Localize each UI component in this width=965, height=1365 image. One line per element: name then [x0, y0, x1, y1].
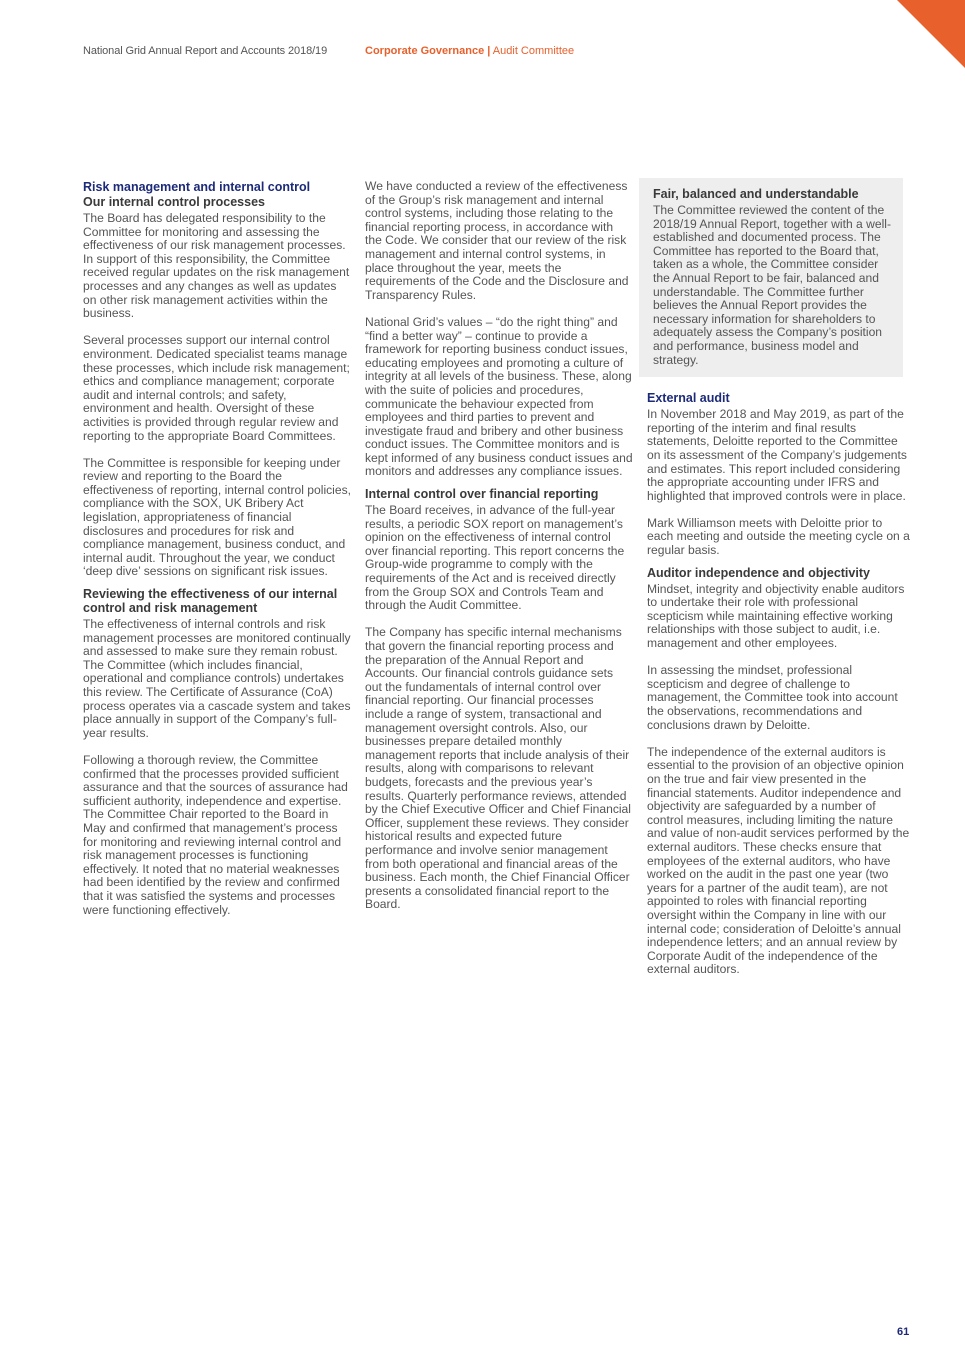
heading-risk-management: Risk management and internal control [83, 180, 311, 194]
paragraph: Mark Williamson meets with Deloitte prior to each meeting and outside the meeting cycle on a regular basis. [647, 515, 910, 558]
subsection-name: Audit Committee [492, 45, 575, 57]
section-name: Corporate Governance [365, 45, 485, 57]
column-1 [83, 180, 351, 931]
heading-icfr: Internal control over financial reporting [365, 487, 599, 502]
paragraph: National Grid’s values – “do the right thing” and “find a better way” – continue to provide a framework for reporting business conduct issues, educating employees and promoting a culture of integrity at all levels of the business. These, along with the suite of policies and procedures, communicate the behaviour expected from employees and third parties to prevent and investigate fraud and bribery and other business conduct issues. The Committee monitors and is kept informed of any business conduct issues and monitors and addresses any compliance issues. [365, 314, 633, 479]
heading-external-audit: External audit [647, 391, 730, 406]
paragraph: The effectiveness of internal controls and risk management processes are monitored continually and assessed to make sure they remain robust. The Committee (which includes financial, operational and compliance controls) undertakes this review. The Certificate of Assurance (CoA) process operates via a cascade system and takes place annually in support of the Company’s full-year results. [83, 617, 351, 740]
heading-reviewing-effectiveness: Reviewing the effectiveness of our internal control and risk management [83, 587, 338, 616]
heading-auditor-independence: Auditor independence and objectivity [647, 565, 870, 580]
paragraph: The Board has delegated responsibility to the Committee for monitoring and assessing the effectiveness of our risk management processes. In support of this responsibility, the Committee received regular updates on the risk management processes and any changes as well as updates on other risk management activities within the business. [83, 211, 350, 321]
publication-title: National Grid Annual Report and Accounts 2018/19 [83, 45, 328, 57]
paragraph: We have conducted a review of the effectiveness of the Group’s risk management and internal control systems, including those relating to the financial reporting process, in accordance with the Code. We consider that our review of the risk management and internal control systems, in place throughout the year, meets the requirements of the Code and the Disclosure and Transparency Rules. [365, 179, 629, 302]
section-breadcrumb [365, 45, 574, 57]
page-number: 61 [897, 1326, 910, 1338]
paragraph: The independence of the external auditors is essential to the provision of an objective opinion on the true and fair view presented in the financial statements. Auditor independence and objectivity are safeguarded by a number of control measures, including limiting the nature and value of non-audit services performed by the external auditors. These checks ensure that employees of the external auditors, who have worked on the audit in the past one year (two years for a partner of the audit team), are not appointed to roles with financial reporting oversight within the Company in line with our internal code; consideration of Deloitte’s annual independence letters; and an annual review by Corporate Audit of the independence of the external auditors. [647, 744, 910, 977]
column-3 [647, 180, 910, 990]
heading-fair-balanced: Fair, balanced and understandable [653, 187, 859, 201]
paragraph: The Board receives, in advance of the full-year results, a periodic SOX report on management’s opinion on the effectiveness of internal control over financial reporting. This report concerns the Group-wide programme to comply with the requirements of the Act and is received directly from the Group SOX and Controls Team and through the Audit Committee. [365, 503, 625, 613]
subheading-internal-control-processes: Our internal control processes [83, 195, 265, 209]
paragraph: Following a thorough review, the Committee confirmed that the processes provided sufficient assurance and that the sources of assurance had sufficient authority, independence and expertise. The Committee Chair reported to the Board in May and confirmed that management’s process for monitoring and reviewing internal control and risk management processes is functioning effectively. It noted that no material weaknesses had been identified by the review and confirmed that it was satisfied the systems and processes were functioning effectively. [83, 752, 348, 917]
box-paragraph: The Committee reviewed the content of the 2018/19 Annual Report, together with a well-established and documented process. The Committee has reported to the Board that, taken as a whole, the Committee consider the Annual Report to be fair, balanced and understandable. The Committee further believes the Annual Report provides the necessary information for shareholders to adequately assess the Company’s position and performance, business model and strategy. [653, 203, 891, 367]
paragraph: In assessing the mindset, professional scepticism and degree of challenge to management, the Committee took into account the observations, recommendations and conclusions drawn by Deloitte. [647, 663, 898, 732]
paragraph: The Committee is responsible for keeping under review and reporting to the Board the effectiveness of reporting, internal control policies, compliance with the SOX, UK Bribery Act legislation, appropriateness of financial disclosures and procedures for risk and compliance management, business conduct, and internal audit. Throughout the year, we conduct ‘deep dive’ sessions on significant risk issues. [83, 455, 351, 579]
column-2 [365, 180, 633, 925]
paragraph: In November 2018 and May 2019, as part of the reporting of the interim and final results statements, Deloitte reported to the Committee on its assessment of the Company’s judgements and estimates. This report included considering the appropriate accounting under IFRS and highlighted that improved controls were in place. [647, 407, 907, 503]
paragraph: The Company has specific internal mechanisms that govern the financial reporting process and the preparation of the Annual Report and Accounts. Our financial controls guidance sets out the fundamentals of internal control over financial reporting. Our financial processes include a range of system, transactional and management oversight controls. Also, our businesses prepare detailed monthly management reports that include analysis of their results, along with comparisons to relevant budgets, forecasts and the previous year’s results. Quarterly performance reviews, attended by the Chief Executive Officer and Chief Financial Officer, supplement these reviews. They consider historical results and expected future performance and involve senior management from both operational and financial areas of the business. Each month, the Chief Financial Officer presents a consolidated financial report to the Board. [365, 625, 631, 912]
fair-balanced-box [639, 178, 903, 377]
paragraph: Mindset, integrity and objectivity enable auditors to undertake their role with professional scepticism while maintaining effective working relationships with those subject to audit, i.e. management and other employees. [647, 581, 905, 651]
paragraph: Several processes support our internal control environment. Dedicated specialist teams manage these processes, which include risk management; ethics and compliance management; corporate audit and internal controls; and safety, environment and health. Oversight of these activities is provided through regular review and reporting to the appropriate Board Committees. [83, 333, 350, 443]
corner-accent-triangle [897, 0, 965, 68]
breadcrumb-separator: | [487, 45, 491, 57]
